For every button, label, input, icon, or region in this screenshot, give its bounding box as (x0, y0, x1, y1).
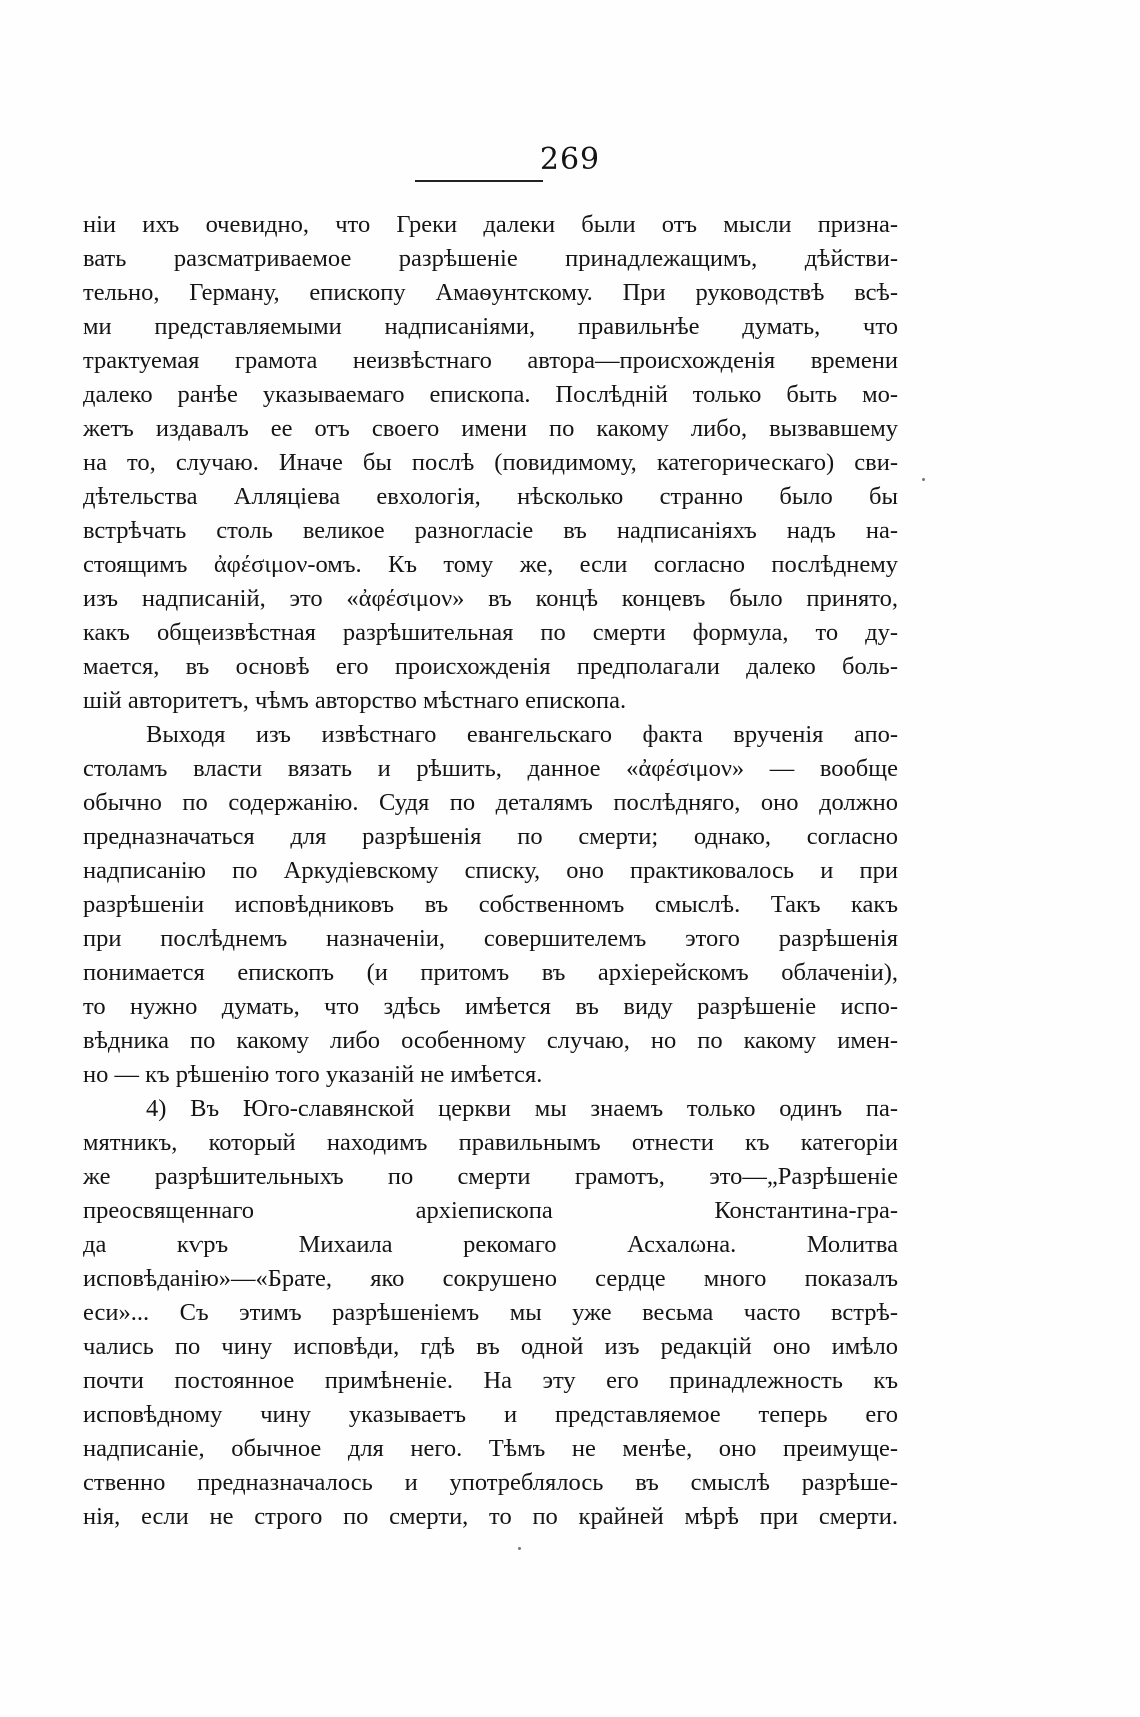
text-line: мается, въ основѣ его происхожденія предполагали далеко боль- (83, 653, 898, 680)
text-line: разрѣшеніи исповѣдниковъ въ собственномъ смыслѣ. Такъ какъ (83, 891, 898, 918)
text-line: жетъ издавалъ ее отъ своего имени по какому либо, вызвавшему (83, 415, 898, 442)
paragraph-3 (83, 1092, 898, 1534)
text-line: предназначаться для разрѣшенія по смерти; однако, согласно (83, 823, 898, 850)
text-line: тельно, Герману, епископу Амаѳунтскому. При руководствѣ всѣ- (83, 279, 898, 306)
text-line: исповѣданію»—«Брате, яко сокрушено сердце много показалъ (83, 1265, 898, 1292)
body-text (83, 208, 898, 1534)
text-line: 4) Въ Юго-славянской церкви мы знаемъ только одинъ па- (146, 1095, 898, 1122)
text-line: изъ надписаній, это «ἀφέσιμον» въ концѣ концевъ было принято, (83, 585, 898, 612)
text-line: столамъ власти вязать и рѣшить, данное «ἀφέσιμον» — вообще (83, 755, 898, 782)
text-line: ми представляемыми надписаніями, правильнѣе думать, что (83, 313, 898, 340)
text-line: при послѣднемъ назначеніи, совершителемъ этого разрѣшенія (83, 925, 898, 952)
text-line: нiи ихъ очевидно, что Греки далеки были отъ мысли призна- (83, 211, 898, 238)
text-line: на то, случаю. Иначе бы послѣ (повидимому, категорическаго) сви- (83, 449, 898, 476)
text-line: вѣдника по какому либо особенному случаю, но по какому имен- (83, 1027, 898, 1054)
text-line: далеко ранѣе указываемаго епископа. Послѣдній только быть мо- (83, 381, 898, 408)
text-line: еси»... Съ этимъ разрѣшеніемъ мы уже весьма часто встрѣ- (83, 1299, 898, 1326)
scan-speck (518, 1547, 521, 1550)
text-line: понимается епископъ (и притомъ въ архіерейскомъ облаченіи), (83, 959, 898, 986)
text-line: но — къ рѣшенію того указаній не имѣется. (83, 1061, 543, 1088)
text-line: надписанію по Аркудіевскому списку, оно практиковалось и при (83, 857, 898, 884)
text-line: чались по чину исповѣди, гдѣ въ одной изъ редакцій оно имѣло (83, 1333, 898, 1360)
text-line: то нужно думать, что здѣсь имѣется въ виду разрѣшеніе испо- (83, 993, 898, 1020)
text-line: почти постоянное примѣненіе. На эту его принадлежность къ (83, 1367, 898, 1394)
page-number-rule (415, 180, 543, 182)
text-line: стоящимъ ἀφέσιμον-омъ. Къ тому же, если согласно послѣднему (83, 551, 898, 578)
text-line: исповѣдному чину указываетъ и представляемое теперь его (83, 1401, 898, 1428)
paragraph-1 (83, 208, 898, 718)
text-line: шій авторитетъ, чѣмъ авторство мѣстнаго епископа. (83, 687, 627, 714)
text-line: да кѵръ Михаила рекомаго Асхалωна. Молитва (83, 1231, 898, 1258)
text-line: вать разсматриваемое разрѣшеніе принадлежащимъ, дѣйстви- (83, 245, 898, 272)
text-line: Выходя изъ извѣстнаго евангельскаго факта врученія апо- (146, 721, 898, 748)
text-line: мятникъ, который находимъ правильнымъ отнести къ категоріи (83, 1129, 898, 1156)
text-line: надписаніе, обычное для него. Тѣмъ не менѣе, оно преимуще- (83, 1435, 898, 1462)
text-line: какъ общеизвѣстная разрѣшительная по смерти формула, то ду- (83, 619, 898, 646)
text-line: дѣтельства Алляціева евхологія, нѣсколько странно было бы (83, 483, 898, 510)
text-line: же разрѣшительныхъ по смерти грамотъ, это—„Разрѣшеніе (83, 1163, 898, 1190)
text-line: нія, если не строго по смерти, то по крайней мѣрѣ при смерти. (83, 1503, 898, 1530)
text-line: ственно предназначалось и употреблялось въ смыслѣ разрѣше- (83, 1469, 898, 1496)
page-number: 269 (539, 142, 601, 177)
text-line: преосвященнаго архіепископа Константина-гра- (83, 1197, 898, 1224)
text-line: обычно по содержанію. Судя по деталямъ послѣдняго, оно должно (83, 789, 898, 816)
text-line: трактуемая грамота неизвѣстнаго автора—происхожденія времени (83, 347, 898, 374)
scan-speck (922, 478, 925, 481)
text-line: встрѣчать столь великое разногласіе въ надписаніяхъ надъ на- (83, 517, 898, 544)
paragraph-2 (83, 718, 898, 1092)
